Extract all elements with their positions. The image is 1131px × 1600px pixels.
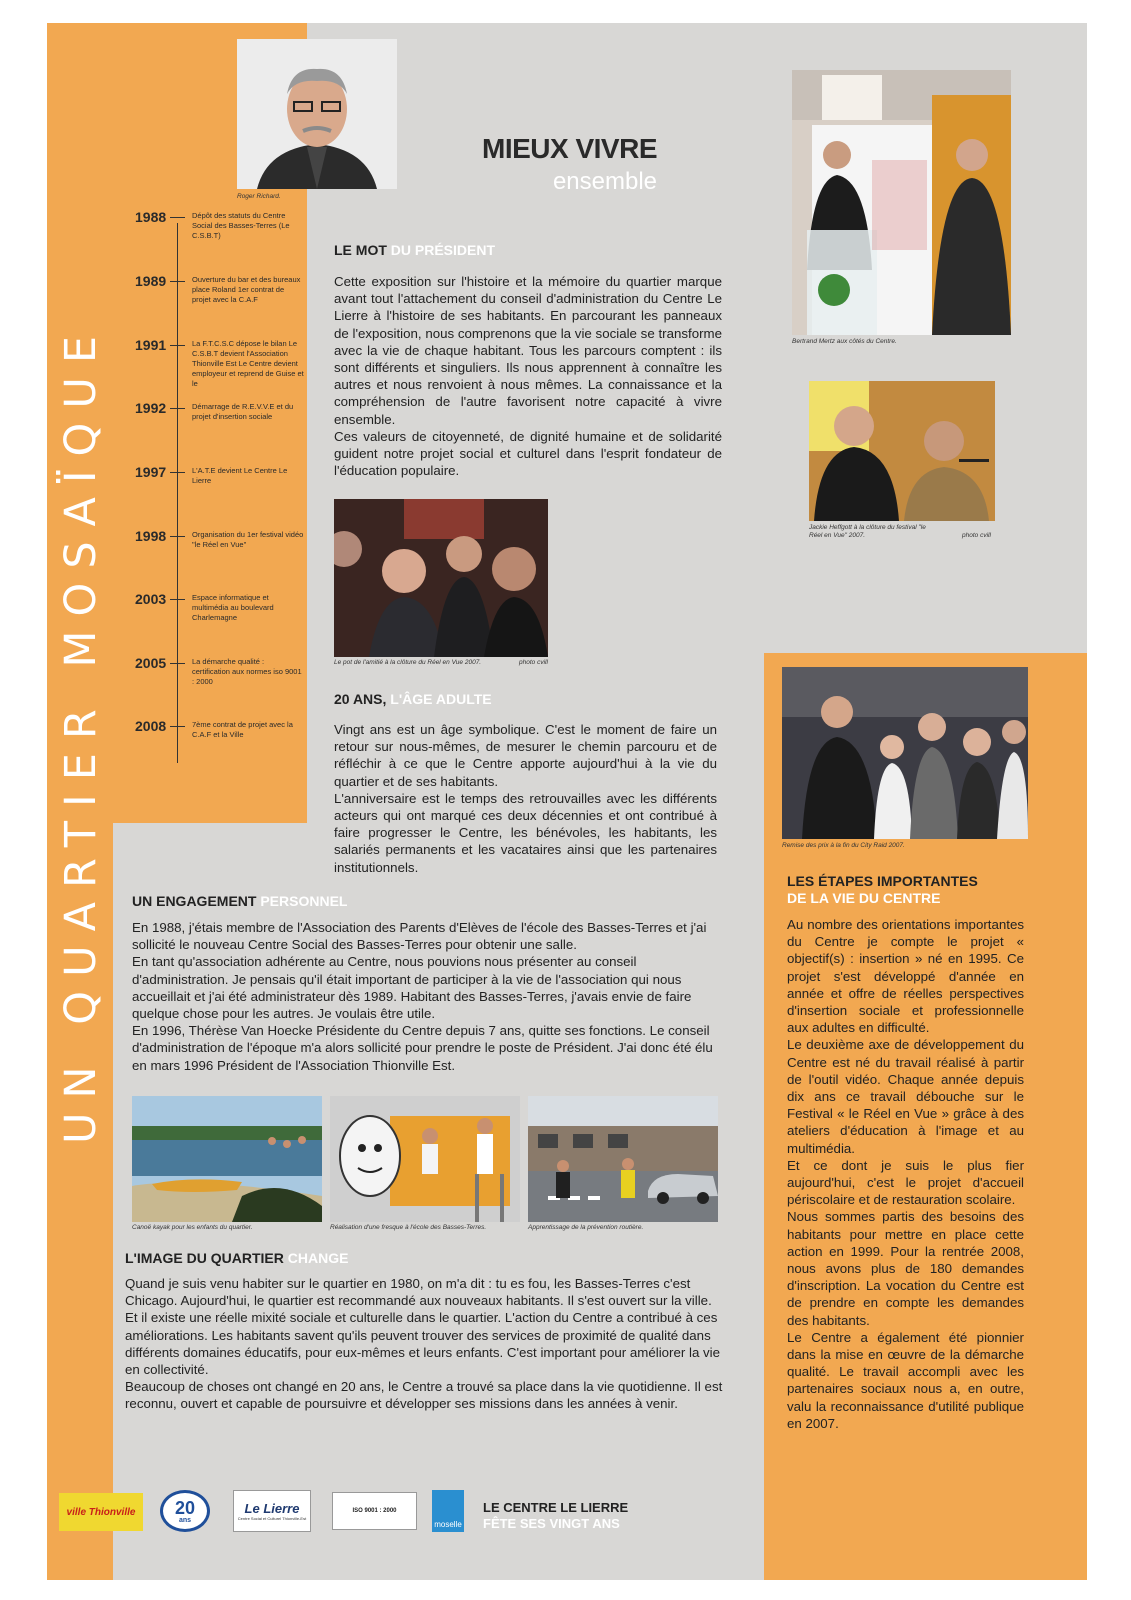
- timeline: [112, 203, 307, 803]
- heading-20-ans: 20 ANS, L'ÂGE ADULTE: [334, 691, 492, 707]
- timeline-axis: [177, 223, 178, 763]
- page-subtitle: ensemble: [552, 168, 657, 195]
- timeline-text: Démarrage de R.E.V.V.E et du projet d'insertion sociale: [192, 402, 294, 421]
- heading-president: LE MOT DU PRÉSIDENT: [334, 242, 496, 258]
- page-title: MIEUX VIVRE: [482, 133, 657, 164]
- caption-heffgott: Jackie Heffgott à la clôture du festival "le Réel en Vue" 2007.: [809, 524, 926, 539]
- logo-iso: ISO 9001 : 2000: [332, 1492, 417, 1530]
- timeline-text: L'A.T.E devient Le Centre Le Lierre: [192, 466, 288, 485]
- timeline-year: 1991: [135, 337, 167, 353]
- timeline-year: 2003: [135, 591, 167, 607]
- etapes-text: Au nombre des orientations importantes du Centre je compte le projet « objectif(s) : insertion » né en 1995. Ce projet s'est développé d'année en année et offre de réelles perspectives d'insertion sociale et professionnelle aux adultes en difficulté. Le deuxième axe de développement du Centre est né du travail réalisé à partir de l'outil vidéo. Chaque année depuis dix ans ce travail débouche sur le Festival « le Réel en Vue » grâce à des ateliers d'éducation à l'image et au multimédia. Et ce dont je suis le plus fier aujourd'hui, c'est le projet d'accueil périscolaire et de restauration scolaire. Nous sommes partis des besoins des habitants pour mettre en place cette action en 1999. Pour la rentrée 2008, nous avons plus de 180 demandes d'inscription. La vocation du Centre est de prendre en compte les demandes des habitants. Le Centre a également été pionnier dans la mise en œuvre de la démarche qualité. Le travail accompli avec les partenaires sociaux nous a, en outre, valu la reconnaissance d'utilité publique en 2007.: [787, 917, 1024, 1431]
- timeline-text: Organisation du 1er festival vidéo "le Réel en Vue": [192, 530, 304, 549]
- portrait-photo: [237, 39, 397, 189]
- photo-heffgott: [809, 381, 995, 521]
- photo-city-raid: [782, 667, 1028, 839]
- timeline-text: Ouverture du bar et des bureaux place Roland 1er contrat de projet avec la C.A.F: [192, 275, 301, 304]
- caption-mertz: Bertrand Mertz aux côtés du Centre.: [792, 338, 897, 345]
- caption-canoe: Canoë kayak pour les enfants du quartier.: [132, 1224, 253, 1231]
- caption-prevention: Apprentissage de la prévention routière.: [528, 1224, 644, 1231]
- timeline-year: 1997: [135, 464, 167, 480]
- timeline-year: 2005: [135, 655, 167, 671]
- footer-title: LE CENTRE LE LIERRE: [483, 1500, 629, 1515]
- heading-engagement: UN ENGAGEMENT PERSONNEL: [132, 893, 348, 909]
- timeline-year: 1998: [135, 528, 167, 544]
- president-text: Cette exposition sur l'histoire et la mémoire du quartier marque avant tout l'attachement du conseil d'administration du Centre Le Lierre à l'histoire de ses habitants. En parcourant les panneaux de l'exposition, nous comprenons que la vie sociale se transforme avec la vie de chaque habitant. Tous les parcours comptent : ils sont différents et singuliers. Ils nous apprennent à connaître les autres et nous renvoient à nous mêmes. La connaissance et la compréhension de l'autre favorisent notre capacité à vivre ensemble. Ces valeurs de citoyenneté, de dignité humaine et de solidarité guident notre projet social et culturel dans l'esprit fondateur de l'éducation populaire.: [334, 274, 722, 479]
- footer-subtitle: FÊTE SES VINGT ANS: [483, 1516, 620, 1531]
- heading-image: L'IMAGE DU QUARTIER CHANGE: [125, 1250, 349, 1266]
- vertical-title: [55, 293, 107, 1173]
- timeline-year: 1992: [135, 400, 167, 416]
- photo-fresque: [330, 1096, 520, 1222]
- timeline-text: Espace informatique et multimédia au boulevard Charlemagne: [192, 593, 274, 622]
- caption-fresque: Réalisation d'une fresque à l'école des Basses-Terres.: [330, 1224, 487, 1231]
- credit-heffgott: photo cvill: [962, 532, 991, 539]
- credit-pot: photo cvill: [519, 659, 548, 666]
- photo-pot-amitie: [334, 499, 548, 657]
- timeline-text: La démarche qualité : certification aux normes iso 9001 : 2000: [192, 657, 302, 686]
- timeline-year: 1989: [135, 273, 167, 289]
- vertical-title-text: UN QUARTIER MOSAÏQUE: [56, 321, 107, 1145]
- photo-mertz: [792, 70, 1011, 335]
- logo-moselle: moselle: [432, 1490, 464, 1532]
- timeline-text: 7ème contrat de projet avec la C.A.F et la Ville: [192, 720, 293, 739]
- image-text: Quand je suis venu habiter sur le quartier en 1980, on m'a dit : tu es fou, les Basses-Terres c'est Chicago. Aujourd'hui, le quartier est recommandé aux nouveaux habitants. Il s'est ouvert sur la ville. Et il existe une réelle mixité sociale et culturelle dans le quartier. L'action du Centre a contribué à ces améliorations. Les habitants savent qu'ils peuvent trouver des services de proximité de qualité dans différents domaines éducatifs, pour eux-mêmes et leurs enfants. C'est important pour améliorer la vie en collectivité. Beaucoup de choses ont changé en 20 ans, le Centre a trouvé sa place dans la vie quotidienne. Il est reconnu, ouvert et capable de poursuivre et développer ses missions dans les années à venir.: [125, 1276, 723, 1412]
- timeline-year: 1988: [135, 209, 167, 225]
- logo-ville-thionville: ville Thionville: [59, 1493, 143, 1531]
- portrait-caption: Roger Richard.: [237, 193, 281, 200]
- heading-etapes: LES ÉTAPES IMPORTANTES DE LA VIE DU CENTRE: [787, 873, 978, 906]
- timeline-text: La F.T.C.S.C dépose le bilan Le C.S.B.T devient l'Association Thionville Est Le Centre devient employeur et reprend de Guise et le: [192, 339, 304, 388]
- adulte-text: Vingt ans est un âge symbolique. C'est le moment de faire un retour sur nous-mêmes, de mesurer le chemin parcouru et de réfléchir à ce que le Centre apporte aujourd'hui à la vie du quartier et de ses habitants. L'anniversaire est le temps des retrouvailles avec les différents acteurs qui ont marqué ces deux décennies et ont contribué à faire progresser le Centre, les bénévoles, les habitants, les salariés permanents et les vacataires ainsi que les partenaires institutionnels.: [334, 722, 717, 875]
- logo-le-lierre: Le Lierre Centre Social et Culturel Thionville-Est: [233, 1490, 311, 1532]
- photo-canoe: [132, 1096, 322, 1222]
- caption-pot: Le pot de l'amitié à la clôture du Réel en Vue 2007.: [334, 659, 482, 666]
- timeline-text: Dépôt des statuts du Centre Social des Basses-Terres (Le C.S.B.T): [192, 211, 290, 240]
- logo-20-ans: 20 ans: [160, 1490, 210, 1532]
- timeline-year: 2008: [135, 718, 167, 734]
- engagement-text: En 1988, j'étais membre de l'Association des Parents d'Elèves de l'école des Basses-Terres et j'ai sollicité le nouveau Centre Social des Basses-Terres pour obtenir une salle. En tant qu'association adhérente au Centre, nous pouvions nous présenter au conseil d'administration. Je pensais qu'il était important de participer à la vie de l'association qui nous accueillait et j'ai été administrateur dès 1989. Habitant des Basses-Terres, j'avais envie de faire quelque chose pour les autres. Je voulais être utile. En 1996, Thérèse Van Hoecke Présidente du Centre depuis 7 ans, quitte ses fonctions. Le conseil d'administration de l'époque m'a alors sollicité pour prendre le poste de Président. J'ai donc été élu en mars 1996 Président de l'Association Thionville Est.: [132, 920, 713, 1073]
- photo-prevention: [528, 1096, 718, 1222]
- caption-city-raid: Remise des prix à la fin du City Raid 2007.: [782, 842, 905, 849]
- poster: [47, 23, 1087, 1580]
